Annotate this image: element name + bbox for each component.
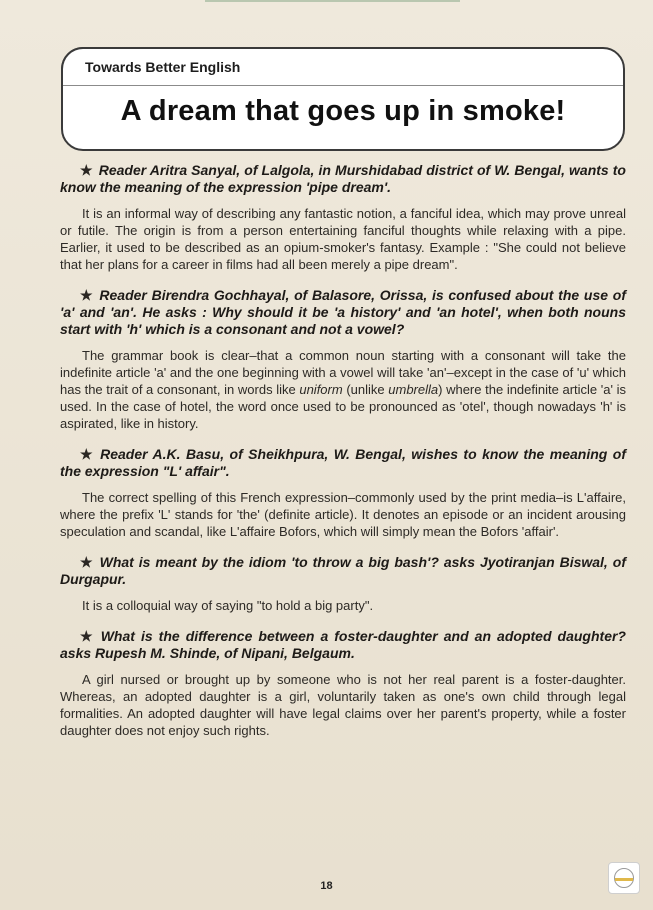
page-number: 18 [320,880,333,892]
star-icon: ★ [80,446,95,462]
reader-question: ★ Reader Aritra Sanyal, of Lalgola, in Murshidabad district of W. Bengal, wants to know the meaning of the expression 'pipe dream'. [60,162,626,195]
header-divider [63,85,623,86]
star-icon: ★ [80,554,94,570]
qa-column [60,162,626,753]
page-title: A dream that goes up in smoke! [120,95,566,127]
reader-question: ★ What is the difference between a foster-daughter and an adopted daughter? asks Rupesh M. Shinde, of Nipani, Belgaum. [60,628,626,661]
reader-question: ★ What is meant by the idiom 'to throw a big bash'? asks Jyotiranjan Biswal, of Durgapur. [60,554,626,587]
answer-text: The grammar book is clear–that a common noun starting with a consonant will take the indefinite article 'a' and the one beginning with a vowel will take 'an'–except in the case of 'u' which has the trait of a consonant, in words like uniform (unlike umbrella) where the indefinite article 'a' is used. In the case of hotel, the word once used to be pronounced as 'otel', though nowadays 'h' is aspirated, like in history. [60,348,627,431]
section-label: Towards Better English [85,59,241,75]
answer-text: It is an informal way of describing any fantastic notion, a fanciful idea, which may prove unreal or futile. The origin is from a person entertaining fanciful thoughts while relaxing with a pipe. Earlier, it used to be described as an opium-smoker's fantasy. Example : "She could not believe that her plans for a career in films had all been merely a pipe dream". [60,206,626,272]
star-icon: ★ [80,287,94,303]
example-word: uniform [299,382,343,397]
star-icon: ★ [80,162,93,178]
reader-question: ★ Reader Birendra Gochhayal, of Balasore, Orissa, is confused about the use of 'a' and 'an'. He asks : Why should it be 'a history' and 'an hotel', when both nouns start with 'h' which is a consonant and not a vowel? [60,287,626,337]
column-header-box [61,47,625,151]
answer-text: It is a colloquial way of saying "to hold a big party". [82,598,374,613]
top-rule [205,0,460,2]
qa-item [60,446,626,540]
qa-item [60,287,626,432]
star-icon: ★ [80,628,95,644]
example-word: umbrella [388,382,439,397]
answer-text: The correct spelling of this French expression–commonly used by the print media–is L'affaire, where the prefix 'L' stands for 'the' (definite article). It denotes an episode or an incident arousing speculation and scandal, like L'affaire Bofors, which will simply mean the Bofors 'affair'. [60,490,626,539]
reader-question: ★ Reader A.K. Basu, of Sheikhpura, W. Bengal, wishes to know the meaning of the expression "L' affair". [60,446,626,479]
qa-item [60,162,626,273]
qa-item [60,554,626,614]
qa-item [60,628,626,739]
library-stamp-icon [608,862,640,894]
answer-text: A girl nursed or brought up by someone who is not her real parent is a foster-daughter. Whereas, an adopted daughter is a girl, voluntarily taken as one's own child through legal formalities. An adopted daughter will have legal claims over her parent's property, while a foster daughter does not enjoy such rights. [60,672,626,738]
